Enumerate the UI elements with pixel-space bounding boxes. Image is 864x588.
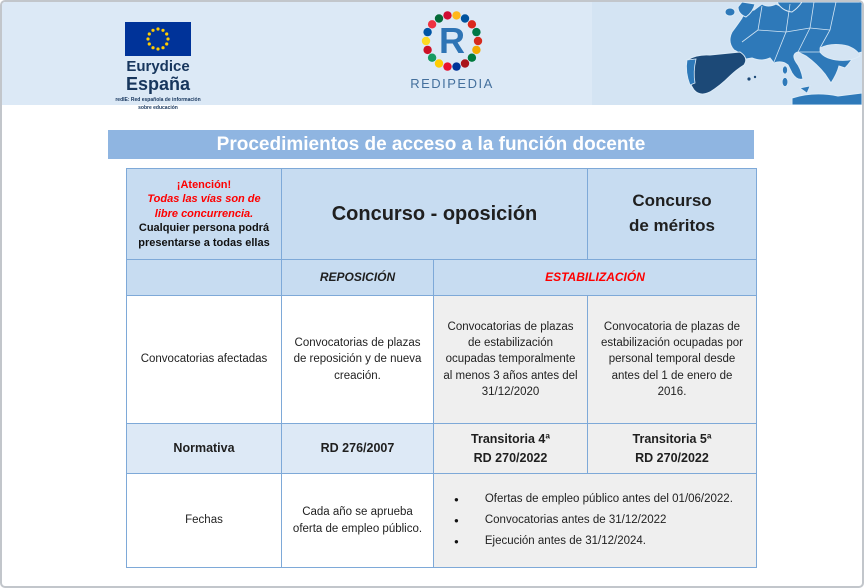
- redipedia-letter: R: [439, 20, 465, 61]
- convocatorias-reposicion: Convocatorias de plazas de reposición y de nueva creación.: [282, 296, 434, 424]
- attention-heading: ¡Atención!: [176, 178, 232, 191]
- header-concurso-meritos: [588, 169, 756, 260]
- fechas-reposicion: Cada año se aprueba oferta de empleo público.: [282, 474, 434, 567]
- normativa-transitoria5: [588, 424, 756, 474]
- transitoria4-line2: RD 270/2022: [473, 450, 548, 465]
- header-reposicion: REPOSICIÓN: [282, 260, 434, 296]
- eurydice-tagline-2: sobre educación: [138, 105, 178, 112]
- fechas-bullet-2: Convocatorias antes de 31/12/2022: [484, 513, 667, 526]
- normativa-transitoria4: [434, 424, 588, 474]
- eurydice-logo: [98, 22, 218, 112]
- empty-header-cell: [127, 260, 282, 296]
- transitoria4-line1: Transitoria 4ª: [471, 432, 550, 447]
- fechas-estabilizacion-list: [434, 474, 756, 567]
- header-concurso-oposicion: Concurso - oposición: [282, 169, 588, 260]
- attention-cell: [127, 169, 282, 260]
- eu-flag-icon: [125, 22, 191, 56]
- bullet-icon: ●: [454, 515, 459, 525]
- row-label-normativa: Normativa: [127, 424, 282, 474]
- list-item: [454, 492, 746, 507]
- row-label-fechas: Fechas: [127, 474, 282, 567]
- attention-detail: Cualquier persona podrá presentarse a todas ellas: [138, 222, 270, 249]
- bullet-icon: ●: [454, 494, 459, 504]
- attention-note: Todas las vías son de libre concurrencia.: [147, 193, 261, 220]
- eurydice-tagline-1: redIE: Red española de información: [115, 96, 201, 103]
- eurydice-name: Eurydice: [126, 58, 190, 75]
- fechas-bullet-3: Ejecución antes de 31/12/2024.: [484, 535, 646, 548]
- eurydice-country: España: [125, 73, 191, 94]
- list-item: [454, 534, 746, 549]
- access-procedures-table: [126, 168, 757, 568]
- page-title: Procedimientos de acceso a la función docente: [108, 130, 754, 159]
- concurso-meritos-line1: Concurso: [632, 191, 712, 211]
- convocatorias-estabilizacion-b: Convocatoria de plazas de estabilización ocupadas por personal temporal desde antes del 1 de enero de 2016.: [588, 296, 756, 424]
- bullet-icon: ●: [454, 537, 459, 547]
- redipedia-logo: [407, 10, 497, 91]
- list-item: [454, 513, 746, 528]
- row-label-convocatorias: Convocatorias afectadas: [127, 296, 282, 424]
- header-estabilizacion: ESTABILIZACIÓN: [434, 260, 756, 296]
- europe-map: [592, 2, 862, 105]
- header-banner: [2, 2, 862, 112]
- concurso-meritos-line2: de méritos: [629, 216, 715, 235]
- fechas-bullet-1: Ofertas de empleo público antes del 01/06/2022.: [484, 492, 733, 505]
- convocatorias-estabilizacion-a: Convocatorias de plazas de estabilización ocupadas temporalmente al menos 3 años antes del 31/12/2020: [434, 296, 588, 424]
- transitoria5-line1: Transitoria 5ª: [632, 432, 712, 447]
- redipedia-label: REDIPEDIA: [410, 76, 494, 91]
- transitoria5-line2: RD 270/2022: [635, 450, 709, 465]
- normativa-reposicion: RD 276/2007: [282, 424, 434, 474]
